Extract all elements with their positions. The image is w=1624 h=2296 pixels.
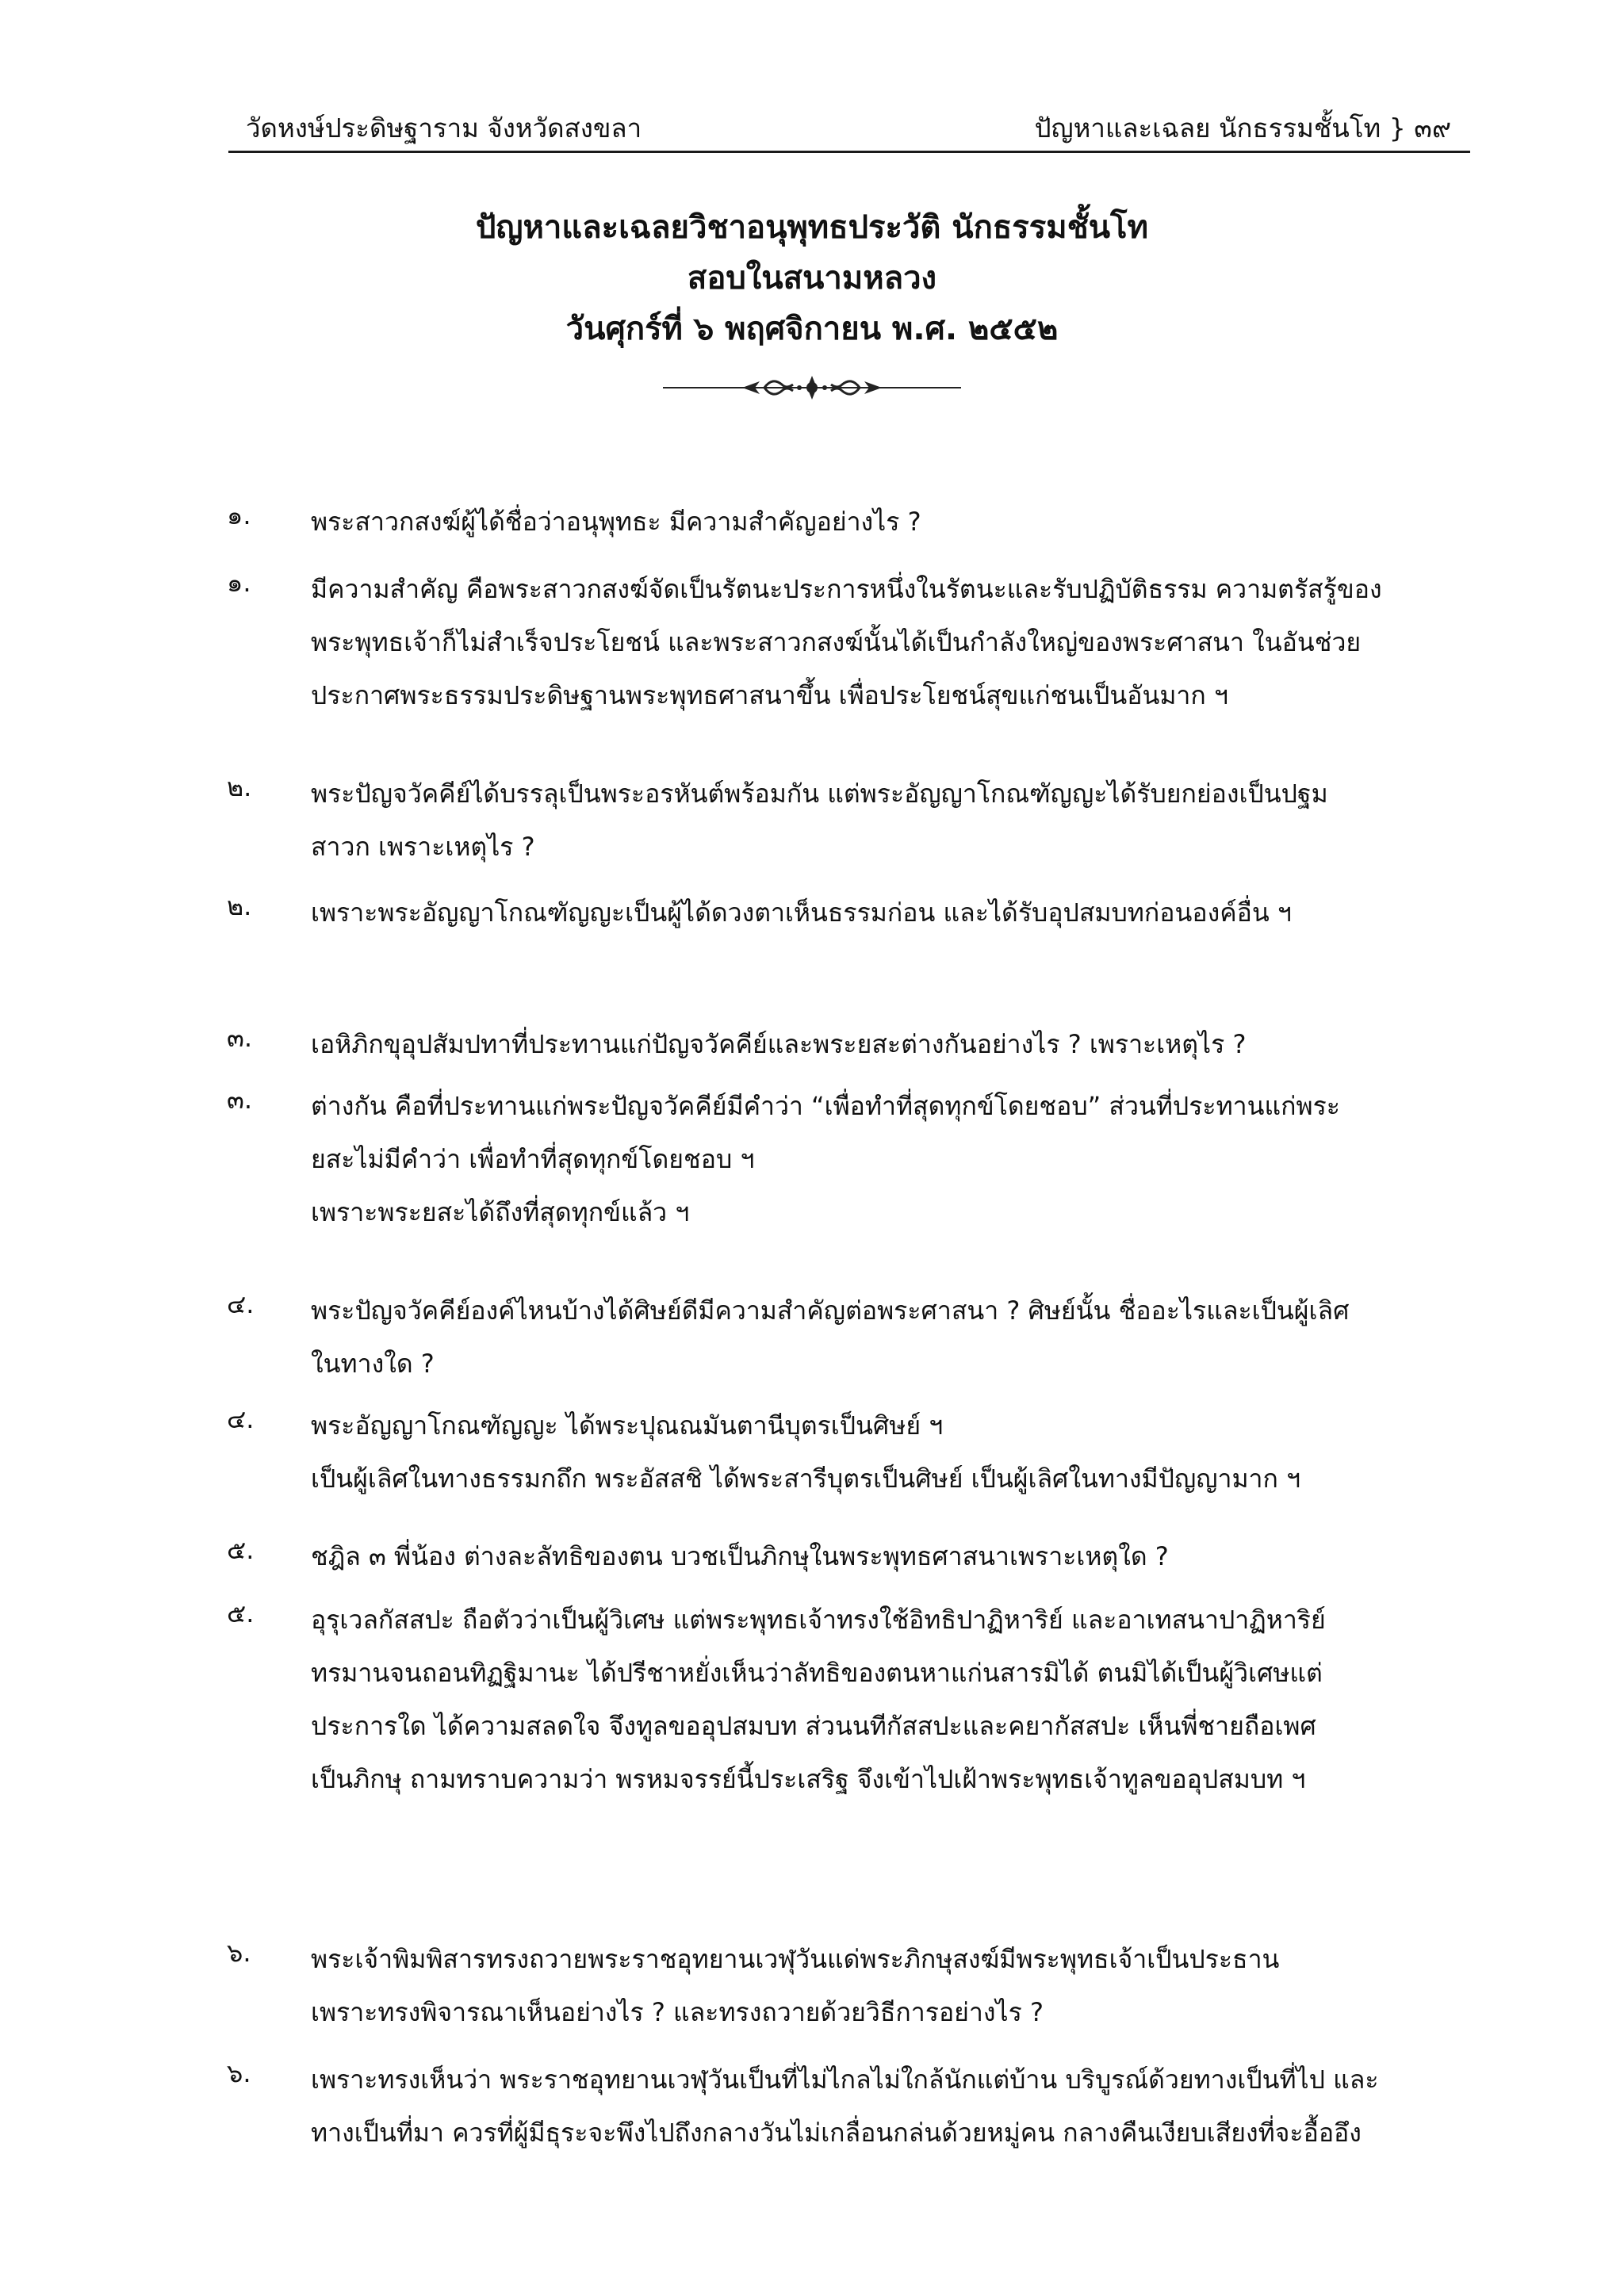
text-line: เป็นภิกษุ ถามทราบความว่า พรหมจรรย์นี้ประเสริฐ จึงเข้าไปเฝ้าพระพุทธเจ้าทูลขออุปสมบท ฯ <box>311 1764 1306 1794</box>
text-line: มีความสำคัญ คือพระสาวกสงฆ์จัดเป็นรัตนะประการหนึ่งในรัตนะและรับปฏิบัติธรรม ความตรัสรู้ของ <box>311 574 1382 604</box>
item-number: ๖. <box>227 2058 251 2088</box>
text-line: เอหิภิกขุอุปสัมปทาที่ประทานแก่ปัญจวัคคีย์และพระยสะต่างกันอย่างไร ? เพราะเหตุไร ? <box>311 1029 1247 1059</box>
text-line: ยสะไม่มีคำว่า เพื่อทำที่สุดทุกข์โดยชอบ ฯ <box>311 1144 755 1174</box>
text-line: ทางเป็นที่มา ควรที่ผู้มีธุระจะพึงไปถึงกลางวันไม่เกลื่อนกล่นด้วยหมู่คน กลางคืนเงียบเสียงที่จะอื้ออึง <box>311 2118 1362 2148</box>
item-text <box>311 1018 1467 1071</box>
text-line: ในทางใด ? <box>311 1349 435 1379</box>
item-number: ๕. <box>227 1598 255 1628</box>
item-text <box>311 886 1467 939</box>
item-text <box>311 2053 1467 2160</box>
text-line: ประการใด ได้ความสลดใจ จึงทูลขออุปสมบท ส่วนนทีกัสสปะและคยากัสสปะ เห็นพี่ชายถือเพศ <box>311 1711 1316 1741</box>
item-text <box>311 1399 1467 1506</box>
header-temple-name: วัดหงษ์ประดิษฐาราม จังหวัดสงขลา <box>246 113 642 144</box>
text-line: พระเจ้าพิมพิสารทรงถวายพระราชอุทยานเวฬุวันแด่พระภิกษุสงฆ์มีพระพุทธเจ้าเป็นประธาน <box>311 1944 1280 1974</box>
running-header <box>228 106 1470 153</box>
title-date: วันศุกร์ที่ ๖ พฤศจิกายน พ.ศ. ๒๕๕๒ <box>565 311 1059 347</box>
text-line: พระพุทธเจ้าก็ไม่สำเร็จประโยชน์ และพระสาวกสงฆ์นั้นได้เป็นกำลังใหญ่ของพระศาสนา ในอันช่วย <box>311 627 1362 657</box>
text-line: พระปัญจวัคคีย์องค์ไหนบ้างได้ศิษย์ดีมีความสำคัญต่อพระศาสนา ? ศิษย์นั้น ชื่ออะไรและเป็นผู้เลิศ <box>311 1295 1350 1326</box>
item-number: ๕. <box>227 1535 255 1565</box>
text-line: ทรมานจนถอนทิฏฐิมานะ ได้ปรีชาหยั่งเห็นว่าลัทธิของตนหาแก่นสารมิได้ ตนมิได้เป็นผู้วิเศษแต่ <box>311 1658 1323 1688</box>
item-number: ๓. <box>227 1023 253 1053</box>
title-exam: สอบในสนามหลวง <box>687 260 937 297</box>
item-text <box>311 563 1467 722</box>
ornament-divider-icon <box>663 374 961 401</box>
item-number: ๑. <box>227 568 251 598</box>
text-line: เพราะพระยสะได้ถึงที่สุดทุกข์แล้ว ฯ <box>311 1197 690 1227</box>
item-number: ๓. <box>227 1085 253 1115</box>
text-line: เป็นผู้เลิศในทางธรรมกถึก พระอัสสชิ ได้พระสารีบุตรเป็นศิษย์ เป็นผู้เลิศในทางมีปัญญามาก ฯ <box>311 1464 1301 1494</box>
item-number: ๒. <box>227 772 252 802</box>
text-line: เพราะทรงพิจารณาเห็นอย่างไร ? และทรงถวายด้วยวิธีการอย่างไร ? <box>311 1997 1044 2027</box>
text-line: อุรุเวลกัสสปะ ถือตัวว่าเป็นผู้วิเศษ แต่พระพุทธเจ้าทรงใช้อิทธิปาฏิหาริย์ และอาเทสนาปาฏิหาริย์ <box>311 1605 1326 1635</box>
text-line: ประกาศพระธรรมประดิษฐานพระพุทธศาสนาขึ้น เพื่อประโยชน์สุขแก่ชนเป็นอันมาก ฯ <box>311 680 1228 710</box>
text-line: พระสาวกสงฆ์ผู้ได้ชื่อว่าอนุพุทธะ มีความสำคัญอย่างไร ? <box>311 507 921 537</box>
item-number: ๑. <box>227 500 251 530</box>
text-line: ต่างกัน คือที่ประทานแก่พระปัญจวัคคีย์มีคำว่า “เพื่อทำที่สุดทุกข์โดยชอบ” ส่วนที่ประทานแก่พระ <box>311 1091 1340 1121</box>
item-number: ๖. <box>227 1938 251 1968</box>
text-line: สาวก เพราะเหตุไร ? <box>311 832 535 862</box>
text-line: เพราะพระอัญญาโกณฑัญญะเป็นผู้ได้ดวงตาเห็นธรรมก่อน และได้รับอุปสมบทก่อนองค์อื่น ฯ <box>311 897 1292 928</box>
item-text <box>311 767 1467 874</box>
item-number: ๔. <box>227 1404 255 1434</box>
text-line: เพราะทรงเห็นว่า พระราชอุทยานเวฬุวันเป็นที่ไม่ไกลไม่ใกล้นักแต่บ้าน บริบูรณ์ด้วยทางเป็นที่ไป และ <box>311 2064 1379 2095</box>
text-line: พระปัญจวัคคีย์ได้บรรลุเป็นพระอรหันต์พร้อมกัน แต่พระอัญญาโกณฑัญญะได้รับยกย่องเป็นปฐม <box>311 779 1328 809</box>
item-number: ๒. <box>227 891 252 921</box>
item-text <box>311 496 1467 549</box>
title-block <box>0 202 1624 354</box>
item-text <box>311 1530 1467 1583</box>
title-subject: ปัญหาและเฉลยวิชาอนุพุทธประวัติ นักธรรมชั้นโท <box>476 209 1148 246</box>
item-number: ๔. <box>227 1289 255 1319</box>
item-text <box>311 1080 1467 1239</box>
item-text <box>311 1933 1467 2039</box>
item-text <box>311 1284 1467 1391</box>
text-line: ชฎิล ๓ พี่น้อง ต่างละลัทธิของตน บวชเป็นภิกษุในพระพุทธศาสนาเพราะเหตุใด ? <box>311 1541 1169 1571</box>
item-text <box>311 1594 1467 1806</box>
text-line: พระอัญญาโกณฑัญญะ ได้พระปุณณมันตานีบุตรเป็นศิษย์ ฯ <box>311 1410 944 1441</box>
header-page-info: ปัญหาและเฉลย นักธรรมชั้นโท } ๓๙ <box>1034 113 1451 144</box>
